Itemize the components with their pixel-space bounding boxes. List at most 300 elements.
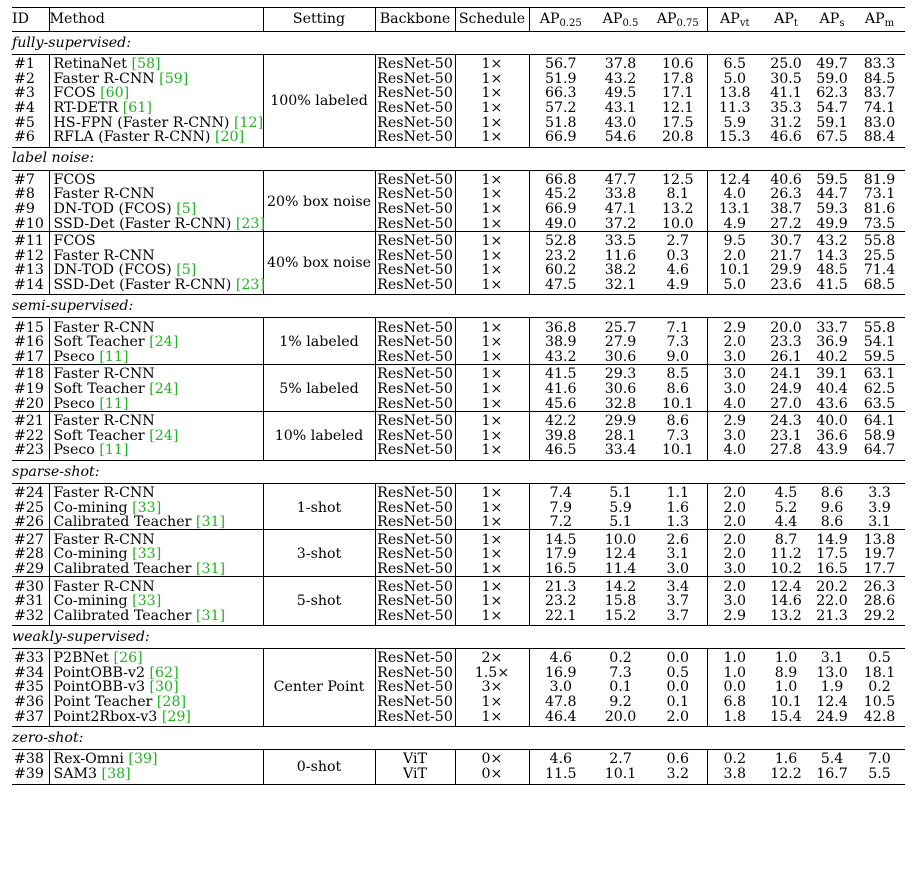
metric-cell: 8.1 — [649, 187, 707, 202]
header-ap-t-base: AP — [774, 11, 794, 28]
row-id: #28 — [12, 547, 49, 562]
metric-cell: 12.1 — [649, 101, 707, 116]
metric-cell: 23.6 — [770, 277, 802, 294]
metric-cell: 29.9 — [770, 262, 802, 279]
row-method — [49, 86, 263, 101]
citation-link[interactable]: [31] — [191, 514, 226, 531]
section-row — [12, 626, 905, 649]
metric-cell: 20.0 — [604, 708, 637, 725]
row-method — [49, 500, 263, 515]
metric-cell: 73.1 — [863, 186, 896, 203]
method-name: Point Teacher — [53, 694, 153, 711]
metric-cell: 84.5 — [863, 70, 896, 87]
table-row — [12, 752, 905, 767]
citation-link[interactable]: [30] — [144, 679, 179, 696]
section-title: fully-supervised: — [12, 32, 905, 55]
group-setting: 0-shot — [263, 752, 375, 781]
metric-cell: 21.7 — [770, 247, 802, 264]
metric-cell: 44.7 — [816, 186, 848, 203]
method-name: Faster R-CNN — [53, 186, 155, 203]
table-row — [12, 86, 905, 101]
metric-cell: 5.0 — [723, 70, 747, 87]
metric-cell: 30.7 — [770, 233, 802, 250]
citation-link[interactable]: [31] — [191, 607, 226, 624]
metric-cell: 0.5 — [868, 650, 891, 667]
citation-link[interactable]: [62] — [144, 664, 179, 681]
metric-cell: 12.5 — [649, 173, 707, 188]
metric-cell: 46.6 — [770, 129, 802, 146]
method-name: RFLA (Faster R-CNN) — [53, 129, 211, 146]
row-backbone: ResNet-50 — [375, 278, 455, 293]
metric-cell: 28.1 — [604, 427, 637, 444]
row-schedule: 1× — [455, 72, 529, 87]
metric-cell: 8.7 — [774, 531, 798, 548]
table-row — [12, 515, 905, 530]
metric-cell: 3.0 — [723, 380, 747, 397]
metric-cell: 3.7 — [649, 608, 707, 623]
citation-number: 5 — [181, 262, 191, 279]
metric-cell: 47.8 — [544, 694, 577, 711]
metric-cell: 3.9 — [868, 499, 891, 516]
row-backbone: ResNet-50 — [375, 443, 455, 458]
metric-cell: 7.3 — [609, 664, 632, 681]
metric-cell: 49.7 — [816, 56, 848, 73]
row-method — [49, 767, 263, 782]
citation-link[interactable]: [33] — [127, 546, 162, 563]
table-row — [12, 486, 905, 501]
metric-cell: 12.4 — [816, 694, 848, 711]
citation-link[interactable]: [59] — [154, 70, 189, 87]
table-row — [12, 382, 905, 397]
row-method — [49, 173, 263, 188]
table-row — [12, 500, 905, 515]
citation-link[interactable]: [38] — [97, 765, 131, 782]
metric-cell: 62.3 — [816, 85, 848, 102]
row-backbone: ResNet-50 — [375, 532, 455, 547]
metric-cell: 5.0 — [723, 277, 747, 294]
metric-cell: 1.8 — [723, 708, 747, 725]
metric-cell: 0.0 — [723, 679, 747, 696]
metric-cell: 2.0 — [723, 546, 747, 563]
row-schedule: 1× — [455, 115, 529, 130]
row-method — [49, 651, 263, 666]
table-row — [12, 216, 905, 231]
method-name: Faster R-CNN — [53, 247, 155, 264]
method-name: Calibrated Teacher — [53, 514, 192, 531]
table-row — [12, 579, 905, 594]
citation-link[interactable]: [24] — [144, 334, 179, 351]
row-id: #23 — [12, 443, 49, 458]
table-row — [12, 234, 905, 249]
row-id: #16 — [12, 335, 49, 350]
citation-link[interactable]: [11] — [94, 348, 129, 365]
citation-number: 24 — [154, 334, 173, 351]
row-id: #6 — [12, 130, 49, 145]
method-name: Faster R-CNN — [53, 484, 155, 501]
citation-link[interactable]: [12] — [229, 114, 264, 131]
table-row — [12, 187, 905, 202]
citation-link[interactable]: [33] — [127, 499, 162, 516]
metric-cell: 3.8 — [723, 765, 747, 782]
row-schedule: 1× — [455, 234, 529, 249]
header-ap-075 — [649, 8, 707, 32]
metric-cell: 33.7 — [816, 319, 848, 336]
metric-cell: 36.8 — [544, 319, 577, 336]
metric-cell: 49.0 — [544, 215, 577, 232]
method-name: PointOBB-v3 — [53, 679, 145, 696]
metric-cell: 9.0 — [649, 350, 707, 365]
metric-cell: 1.9 — [820, 679, 844, 696]
row-id: #8 — [12, 187, 49, 202]
row-schedule: 1× — [455, 263, 529, 278]
metric-cell: 66.8 — [544, 171, 577, 188]
row-id: #10 — [12, 216, 49, 231]
metric-cell: 3.0 — [723, 593, 747, 610]
metric-cell: 2.0 — [723, 578, 747, 595]
citation-link[interactable]: [20] — [210, 129, 245, 146]
row-method — [49, 608, 263, 623]
citation-number: 61 — [128, 100, 147, 117]
metric-cell: 2.9 — [723, 319, 747, 336]
row-method — [49, 72, 263, 87]
metric-cell: 46.5 — [544, 442, 577, 459]
metric-cell: 1.1 — [649, 486, 707, 501]
header-ap-vt — [707, 8, 762, 32]
row-method — [49, 57, 263, 72]
metric-cell: 17.7 — [863, 560, 896, 577]
metric-cell: 41.5 — [544, 366, 577, 383]
citation-number: 31 — [201, 560, 220, 577]
metric-cell: 63.5 — [863, 395, 896, 412]
metric-cell: 27.2 — [770, 215, 802, 232]
table-row — [12, 396, 905, 411]
row-id: #7 — [12, 173, 49, 188]
method-name: Soft Teacher — [53, 334, 145, 351]
row-backbone: ResNet-50 — [375, 396, 455, 411]
metric-cell: 26.1 — [770, 348, 802, 365]
citation-number: 39 — [133, 751, 152, 768]
metric-cell: 54.7 — [816, 100, 848, 117]
metric-cell: 11.2 — [770, 546, 802, 563]
method-name: Pseco — [53, 348, 95, 365]
metric-cell: 8.9 — [774, 664, 798, 681]
metric-cell: 24.9 — [770, 380, 802, 397]
table-row — [12, 72, 905, 87]
citation-number: 31 — [201, 607, 220, 624]
row-method — [49, 396, 263, 411]
metric-cell: 0.0 — [649, 680, 707, 695]
metric-cell: 7.1 — [649, 320, 707, 335]
metric-cell: 88.4 — [863, 129, 896, 146]
metric-cell: 66.9 — [544, 129, 577, 146]
row-schedule: 1× — [455, 709, 529, 724]
metric-cell: 7.3 — [649, 335, 707, 350]
metric-cell: 2.0 — [723, 484, 747, 501]
citation-link[interactable]: [29] — [157, 708, 191, 725]
method-name: Co-mining — [53, 546, 128, 563]
metric-cell: 37.2 — [604, 215, 637, 232]
citation-link[interactable]: [26] — [109, 650, 143, 667]
metric-cell: 47.1 — [604, 201, 637, 218]
table-row — [12, 443, 905, 458]
citation-link[interactable]: [33] — [127, 593, 162, 610]
metric-cell: 83.7 — [863, 85, 896, 102]
citation-number: 29 — [167, 708, 186, 725]
metric-cell: 10.1 — [649, 396, 707, 411]
metric-cell: 10.0 — [604, 531, 637, 548]
metric-cell: 2.0 — [723, 334, 747, 351]
row-backbone: ResNet-50 — [375, 428, 455, 443]
group-setting: 40% box noise — [263, 234, 375, 292]
row-backbone: ResNet-50 — [375, 367, 455, 382]
metric-cell: 41.5 — [816, 277, 848, 294]
citation-link[interactable]: [11] — [94, 395, 129, 412]
row-backbone: ResNet-50 — [375, 608, 455, 623]
citation-link[interactable]: [39] — [123, 751, 158, 768]
table-row — [12, 414, 905, 429]
metric-cell: 1.6 — [649, 500, 707, 515]
row-id: #5 — [12, 115, 49, 130]
row-method — [49, 263, 263, 278]
row-id: #21 — [12, 414, 49, 429]
row-id: #38 — [12, 752, 49, 767]
table-row — [12, 562, 905, 577]
row-method — [49, 579, 263, 594]
row-backbone: ResNet-50 — [375, 57, 455, 72]
metric-cell: 1.0 — [723, 650, 747, 667]
metric-cell: 30.6 — [604, 348, 637, 365]
row-method — [49, 695, 263, 710]
metric-cell: 13.8 — [718, 85, 751, 102]
table-row — [12, 651, 905, 666]
row-method — [49, 249, 263, 264]
method-name: Faster R-CNN — [53, 366, 155, 383]
metric-cell: 0.1 — [609, 679, 632, 696]
citation-link[interactable]: [5] — [171, 262, 197, 279]
metric-cell: 5.1 — [609, 514, 632, 531]
metric-cell: 5.5 — [868, 765, 891, 782]
section-title: semi-supervised: — [12, 295, 905, 318]
citation-link[interactable]: [23] — [231, 215, 265, 232]
method-name: P2BNet — [53, 650, 110, 667]
row-backbone: ResNet-50 — [375, 709, 455, 724]
metric-cell: 49.5 — [604, 85, 637, 102]
metric-cell: 3.1 — [820, 650, 844, 667]
row-id: #14 — [12, 278, 49, 293]
metric-cell: 13.2 — [649, 202, 707, 217]
metric-cell: 43.9 — [816, 442, 848, 459]
table-row — [12, 680, 905, 695]
row-schedule: 1× — [455, 532, 529, 547]
metric-cell: 8.6 — [820, 484, 844, 501]
citation-link[interactable]: [23] — [231, 277, 265, 294]
row-schedule: 1× — [455, 202, 529, 217]
metric-cell: 16.5 — [816, 560, 848, 577]
section-row — [12, 32, 905, 55]
metric-cell: 59.1 — [816, 114, 848, 131]
row-backbone: ResNet-50 — [375, 651, 455, 666]
citation-number: 11 — [104, 348, 123, 365]
row-id: #34 — [12, 666, 49, 681]
metric-cell: 13.8 — [863, 531, 896, 548]
metric-cell: 6.5 — [723, 56, 747, 73]
group-setting: 1% labeled — [263, 320, 375, 364]
row-id: #13 — [12, 263, 49, 278]
row-method — [49, 666, 263, 681]
citation-link[interactable]: [31] — [191, 560, 226, 577]
metric-cell: 10.6 — [649, 57, 707, 72]
method-name: PointOBB-v2 — [53, 664, 145, 681]
table-row — [12, 767, 905, 782]
citation-link[interactable]: [60] — [95, 85, 130, 102]
method-name: HS-FPN (Faster R-CNN) — [53, 114, 230, 131]
metric-cell: 71.4 — [863, 262, 896, 279]
row-id: #20 — [12, 396, 49, 411]
method-name: Co-mining — [53, 499, 128, 516]
citation-number: 30 — [155, 679, 174, 696]
row-method — [49, 515, 263, 530]
metric-cell: 3.0 — [549, 679, 573, 696]
metric-cell: 32.1 — [604, 277, 637, 294]
metric-cell: 47.7 — [604, 171, 637, 188]
metric-cell: 10.1 — [770, 694, 802, 711]
metric-cell: 64.1 — [863, 413, 896, 430]
metric-cell: 59.5 — [863, 348, 896, 365]
row-backbone: ResNet-50 — [375, 335, 455, 350]
metric-cell: 4.6 — [549, 650, 573, 667]
citation-link[interactable]: [24] — [144, 427, 179, 444]
metric-cell: 41.1 — [770, 85, 802, 102]
row-backbone: ResNet-50 — [375, 216, 455, 231]
metric-cell: 5.9 — [609, 499, 632, 516]
metric-cell: 29.9 — [604, 413, 637, 430]
citation-link[interactable]: [28] — [152, 694, 187, 711]
method-name: Pseco — [53, 395, 95, 412]
header-ap-05-base: AP — [602, 11, 623, 28]
row-method — [49, 382, 263, 397]
table-row — [12, 666, 905, 681]
citation-link[interactable]: [24] — [144, 380, 179, 397]
metric-cell: 12.4 — [604, 546, 637, 563]
metric-cell: 2.0 — [723, 514, 747, 531]
metric-cell: 40.0 — [816, 413, 848, 430]
metric-cell: 13.2 — [770, 607, 802, 624]
group-setting: 1-shot — [263, 486, 375, 530]
metric-cell: 38.2 — [604, 262, 637, 279]
metric-cell: 25.7 — [604, 319, 637, 336]
method-name: RetinaNet — [53, 56, 127, 73]
table-row — [12, 547, 905, 562]
metric-cell: 66.9 — [544, 201, 577, 218]
header-ap-vt-sub: vt — [739, 18, 750, 30]
row-schedule: 1× — [455, 320, 529, 335]
method-name: DN-TOD (FCOS) — [53, 262, 172, 279]
metric-cell: 4.4 — [774, 514, 798, 531]
table-row — [12, 428, 905, 443]
metric-cell: 0.3 — [649, 249, 707, 264]
metric-cell: 23.3 — [770, 334, 802, 351]
table-row — [12, 335, 905, 350]
citation-link[interactable]: [5] — [171, 201, 197, 218]
citation-number: 58 — [136, 56, 156, 73]
row-id: #33 — [12, 651, 49, 666]
row-id: #36 — [12, 695, 49, 710]
metric-cell: 39.8 — [544, 427, 577, 444]
citation-link[interactable]: [61] — [118, 100, 152, 117]
metric-cell: 11.6 — [604, 247, 637, 264]
citation-number: 11 — [104, 395, 123, 412]
citation-link[interactable]: [11] — [94, 442, 129, 459]
method-name: Soft Teacher — [53, 427, 145, 444]
section-row — [12, 726, 905, 749]
metric-cell: 4.0 — [723, 442, 747, 459]
citation-number: 23 — [241, 277, 260, 294]
row-id: #15 — [12, 320, 49, 335]
citation-number: 5 — [181, 201, 191, 218]
header-ap-025-base: AP — [539, 11, 560, 28]
row-schedule: 1× — [455, 187, 529, 202]
row-schedule: 1× — [455, 249, 529, 264]
table-row — [12, 320, 905, 335]
citation-number: 24 — [154, 380, 173, 397]
metric-cell: 64.7 — [863, 442, 896, 459]
citation-number: 38 — [107, 765, 126, 782]
row-id: #32 — [12, 608, 49, 623]
metric-cell: 0.2 — [723, 751, 747, 768]
header-ap-t-sub: t — [793, 18, 798, 30]
row-id: #24 — [12, 486, 49, 501]
header-ap-075-sub: 0.75 — [676, 18, 699, 30]
citation-link[interactable]: [58] — [126, 56, 161, 73]
metric-cell: 56.7 — [544, 56, 577, 73]
metric-cell: 3.3 — [868, 484, 891, 501]
row-schedule: 1× — [455, 86, 529, 101]
metric-cell: 2.6 — [649, 532, 707, 547]
table-header — [12, 8, 905, 32]
metric-cell: 43.1 — [604, 100, 637, 117]
row-schedule: 1× — [455, 130, 529, 145]
row-backbone: ResNet-50 — [375, 115, 455, 130]
row-schedule: 1× — [455, 443, 529, 458]
metric-cell: 7.3 — [649, 428, 707, 443]
metric-cell: 59.5 — [816, 171, 848, 188]
header-id: ID — [12, 8, 49, 32]
row-schedule: 1× — [455, 594, 529, 609]
metric-cell: 10.2 — [770, 560, 802, 577]
row-method — [49, 202, 263, 217]
row-method — [49, 367, 263, 382]
metric-cell: 29.3 — [604, 366, 637, 383]
row-schedule: 1× — [455, 278, 529, 293]
metric-cell: 27.8 — [770, 442, 802, 459]
metric-cell: 0.0 — [649, 651, 707, 666]
metric-cell: 5.9 — [723, 114, 747, 131]
section-title: zero-shot: — [12, 726, 905, 749]
metric-cell: 43.2 — [544, 348, 577, 365]
metric-cell: 43.6 — [816, 395, 848, 412]
metric-cell: 81.6 — [863, 201, 896, 218]
citation-number: 33 — [137, 499, 156, 516]
metric-cell: 55.8 — [863, 233, 896, 250]
metric-cell: 30.5 — [770, 70, 802, 87]
method-name: Calibrated Teacher — [53, 560, 192, 577]
method-name: Faster R-CNN — [53, 531, 155, 548]
metric-cell: 4.0 — [723, 186, 747, 203]
metric-cell: 17.8 — [649, 72, 707, 87]
metric-cell: 12.4 — [770, 578, 802, 595]
table-row — [12, 350, 905, 365]
row-schedule: 1.5× — [455, 666, 529, 681]
